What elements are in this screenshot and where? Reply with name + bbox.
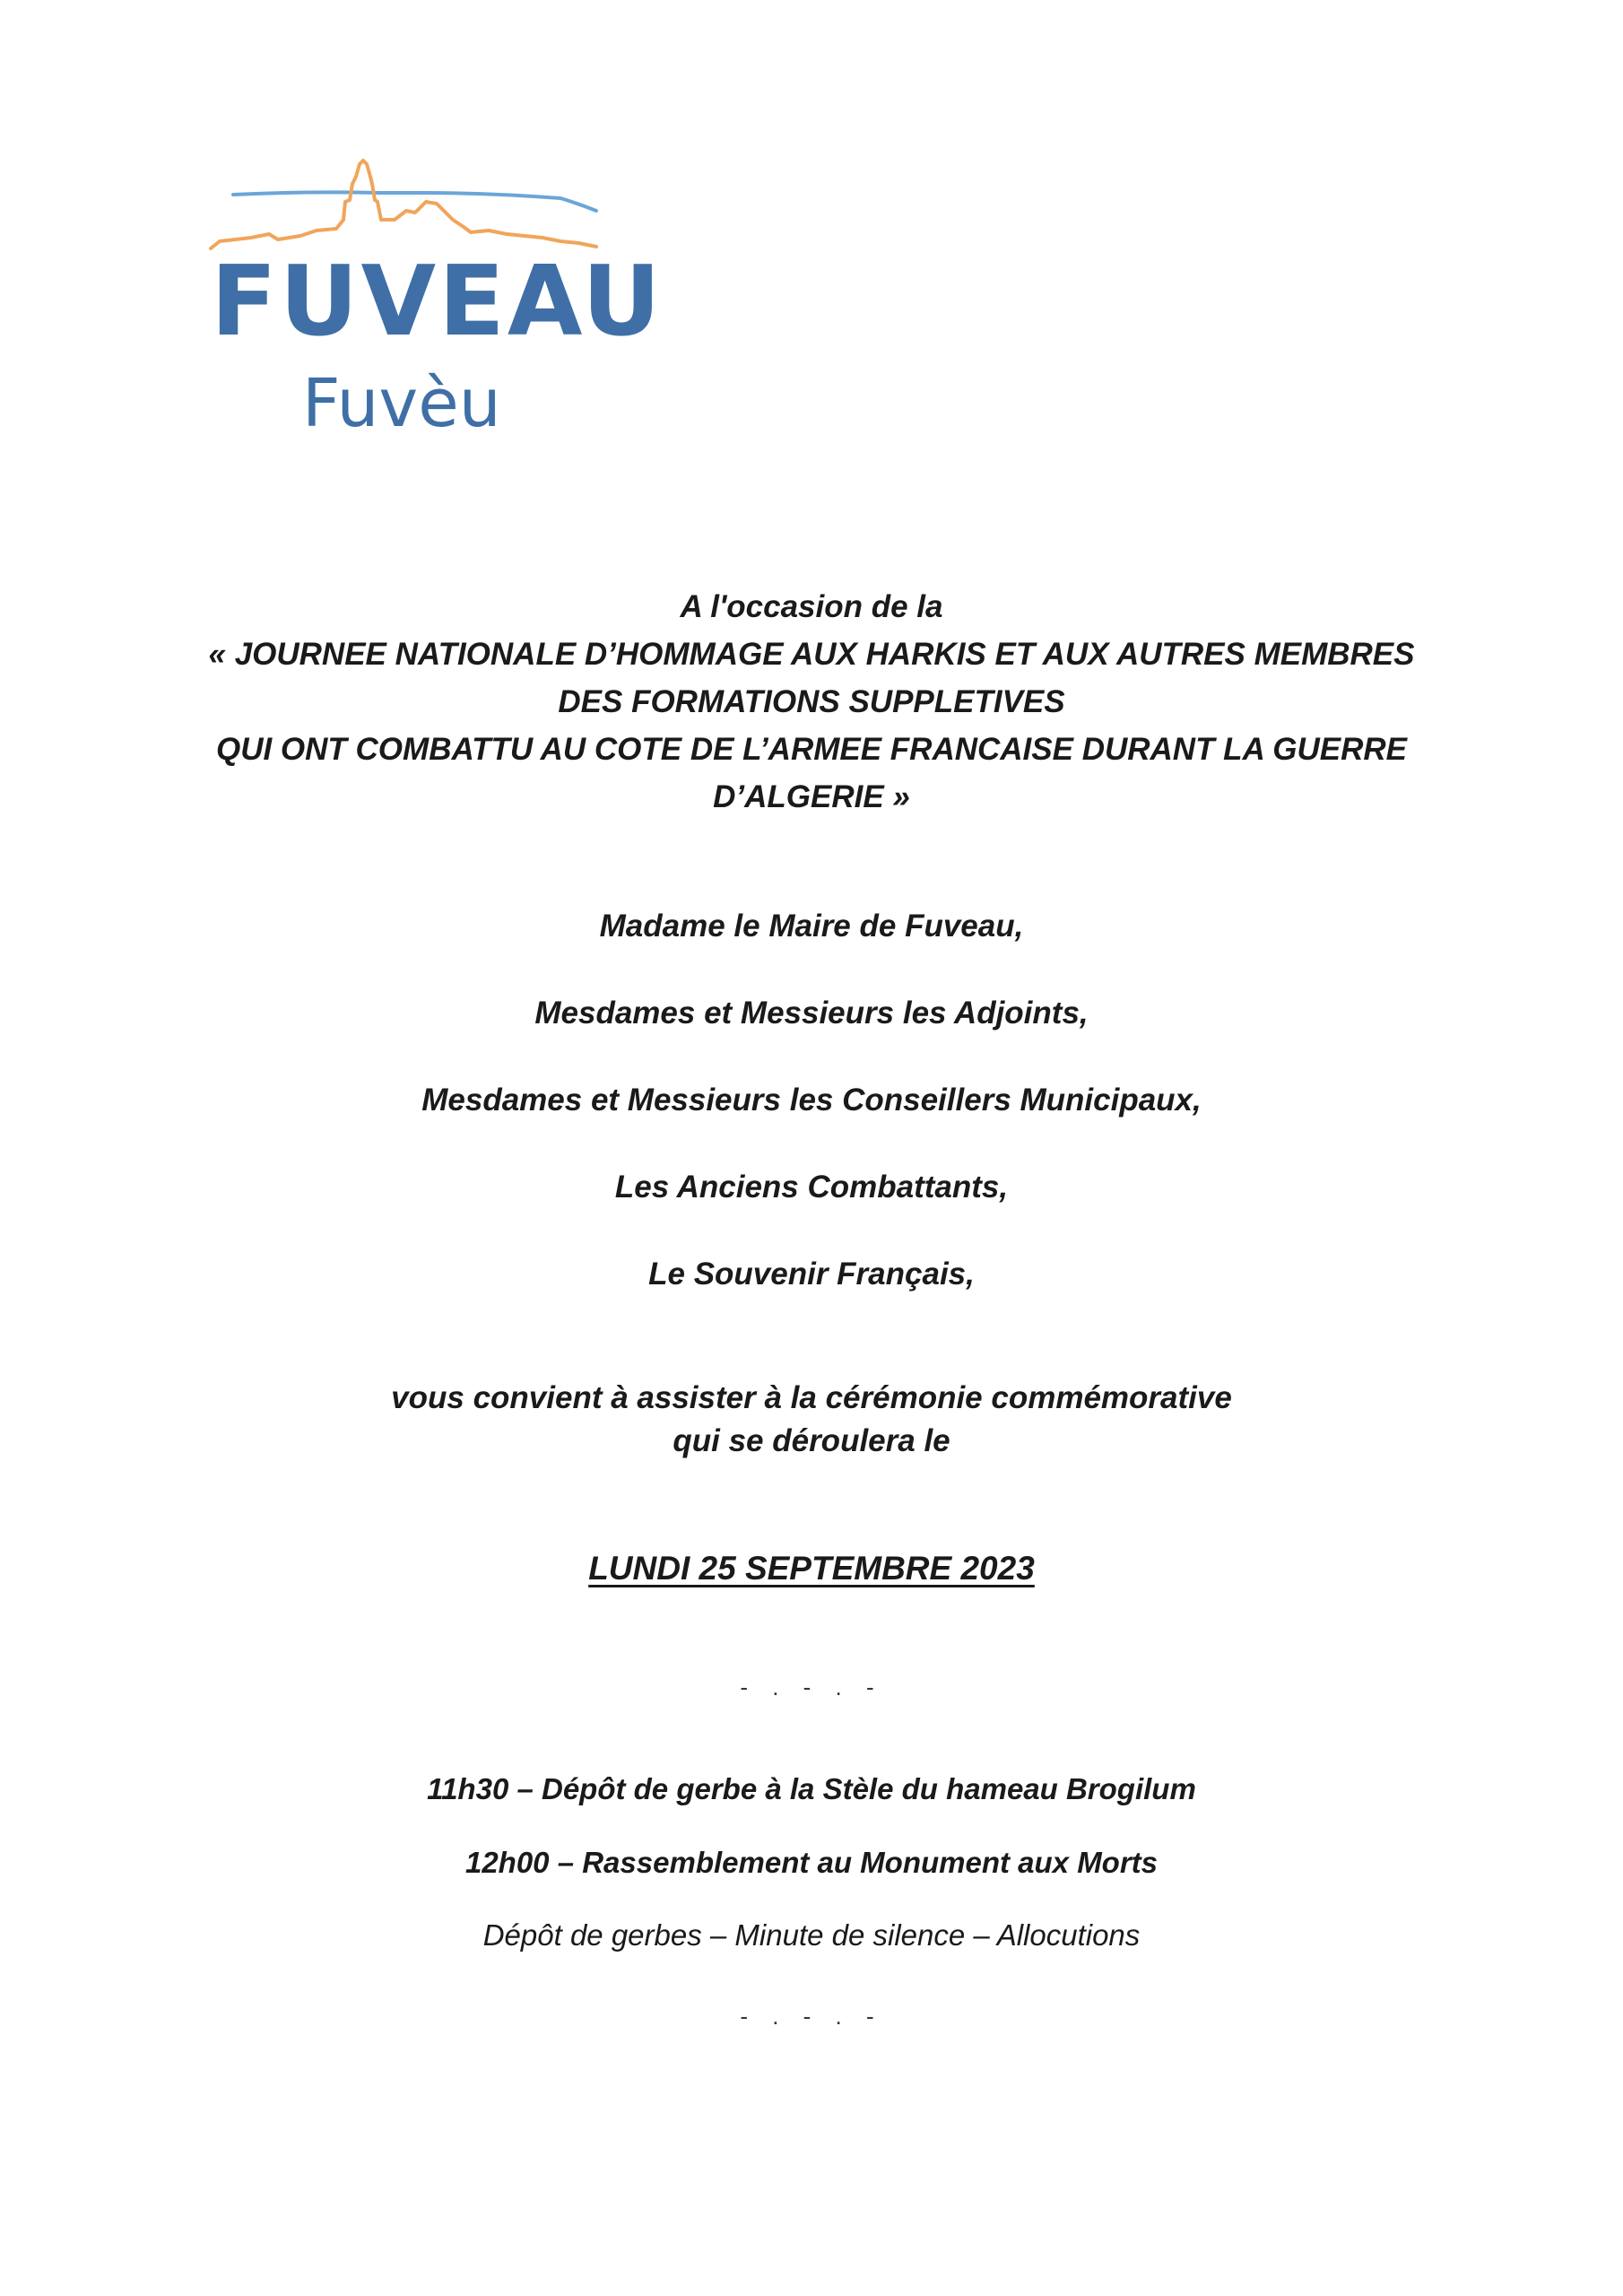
invitation-line: vous convient à assister à la cérémonie commémorative <box>391 1380 1232 1415</box>
host-line: Le Souvenir Français, <box>648 1257 975 1292</box>
host-line: Mesdames et Messieurs les Adjoints, <box>534 996 1089 1031</box>
invitation-line: qui se déroulera le <box>673 1423 950 1458</box>
occasion-intro: A l'occasion de la <box>680 589 943 624</box>
occasion-block <box>0 583 1623 821</box>
separator: - . - . - <box>740 1674 883 1700</box>
host-line: Madame le Maire de Fuveau, <box>599 909 1024 944</box>
occasion-line: DES FORMATIONS SUPPLETIVES <box>558 684 1065 719</box>
invitation-text <box>0 1377 1623 1463</box>
ceremony-date-block <box>0 1544 1623 1593</box>
logo-subtitle: Fuvèu <box>302 365 501 442</box>
host-line: Les Anciens Combattants, <box>614 1170 1009 1205</box>
host-line: Mesdames et Messieurs les Conseillers Municipaux, <box>421 1083 1202 1118</box>
occasion-line: D’ALGERIE » <box>713 779 910 814</box>
separator: - . - . - <box>740 2003 883 2030</box>
program-detail: Dépôt de gerbes – Minute de silence – Allocutions <box>482 1918 1141 1952</box>
program-item: 11h30 – Dépôt de gerbe à la Stèle du hameau Brogilum <box>427 1772 1196 1805</box>
logo-title: FUVEAU <box>211 246 664 358</box>
program-item: 12h00 – Rassemblement au Monument aux Morts <box>464 1846 1159 1879</box>
occasion-line: « JOURNEE NATIONALE D’HOMMAGE AUX HARKIS ET AUX AUTRES MEMBRES <box>208 637 1415 672</box>
occasion-line: QUI ONT COMBATTU AU COTE DE L’ARMEE FRANCAISE DURANT LA GUERRE <box>215 732 1408 767</box>
fuveau-logo <box>202 148 664 453</box>
ceremony-date: LUNDI 25 SEPTEMBRE 2023 <box>588 1550 1035 1587</box>
village-skyline-icon <box>202 148 614 256</box>
